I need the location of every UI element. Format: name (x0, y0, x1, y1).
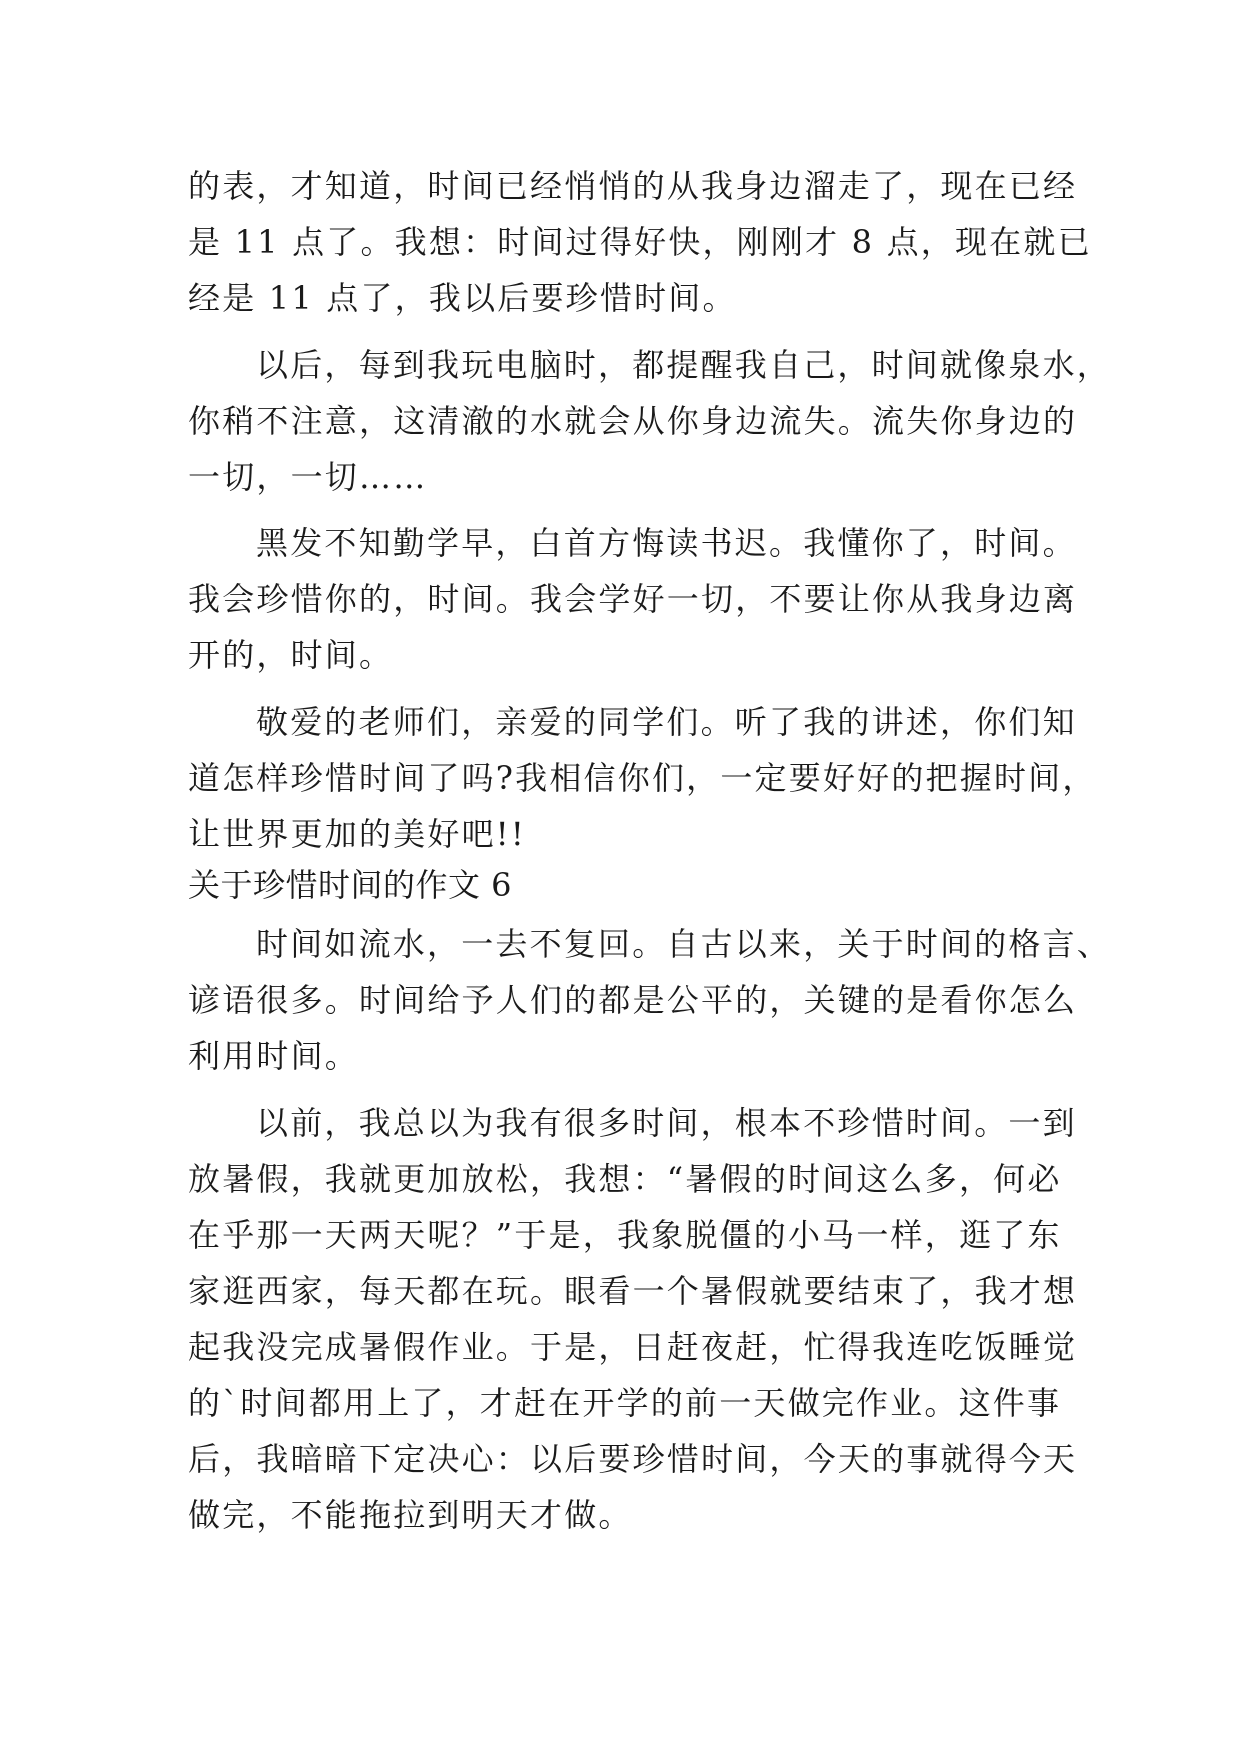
paragraph-line: 让世界更加的美好吧!! (188, 815, 526, 853)
paragraph-line: 开的，时间。 (188, 636, 394, 674)
paragraph-line: 是 11 点了。我想：时间过得好快，刚刚才 8 点，现在就已 (188, 223, 1092, 261)
paragraph-line: 放暑假，我就更加放松，我想：“暑假的时间这么多，何必 (188, 1160, 1062, 1198)
paragraph-line: 以前，我总以为我有很多时间，根本不珍惜时间。一到 (256, 1104, 1077, 1142)
paragraph-line: 家逛西家，每天都在玩。眼看一个暑假就要结束了，我才想 (188, 1272, 1078, 1310)
section-heading: 关于珍惜时间的作文 6 (188, 866, 513, 904)
paragraph-line: 以后，每到我玩电脑时，都提醒我自己，时间就像泉水， (256, 346, 1112, 384)
paragraph-line: 后，我暗暗下定决心：以后要珍惜时间，今天的事就得今天 (188, 1440, 1078, 1478)
paragraph-line: 做完，不能拖拉到明天才做。 (188, 1496, 633, 1534)
paragraph-line: 敬爱的老师们，亲爱的同学们。听了我的讲述，你们知 (256, 703, 1077, 741)
paragraph-line: 起我没完成暑假作业。于是，日赶夜赶，忙得我连吃饭睡觉 (188, 1328, 1078, 1366)
paragraph-line: 你稍不注意，这清澈的水就会从你身边流失。流失你身边的 (188, 402, 1078, 440)
paragraph-line: 道怎样珍惜时间了吗?我相信你们，一定要好好的把握时间， (188, 759, 1097, 797)
paragraph-line: 的表，才知道，时间已经悄悄的从我身边溜走了，现在已经 (188, 167, 1078, 205)
paragraph-line: 时间如流水，一去不复回。自古以来，关于时间的格言、 (256, 925, 1112, 963)
paragraph-line: 利用时间。 (188, 1037, 360, 1075)
paragraph-line: 的`时间都用上了，才赶在开学的前一天做完作业。这件事 (188, 1384, 1062, 1422)
paragraph-line: 我会珍惜你的，时间。我会学好一切，不要让你从我身边离 (188, 580, 1078, 618)
paragraph-line: 一切，一切…… (188, 458, 428, 496)
paragraph-line: 黑发不知勤学早，白首方悔读书迟。我懂你了，时间。 (256, 524, 1077, 562)
paragraph-line: 在乎那一天两天呢？”于是，我象脱僵的小马一样，逛了东 (188, 1216, 1062, 1254)
paragraph-line: 谚语很多。时间给予人们的都是公平的，关键的是看你怎么 (188, 981, 1078, 1019)
paragraph-line: 经是 11 点了，我以后要珍惜时间。 (188, 279, 737, 317)
